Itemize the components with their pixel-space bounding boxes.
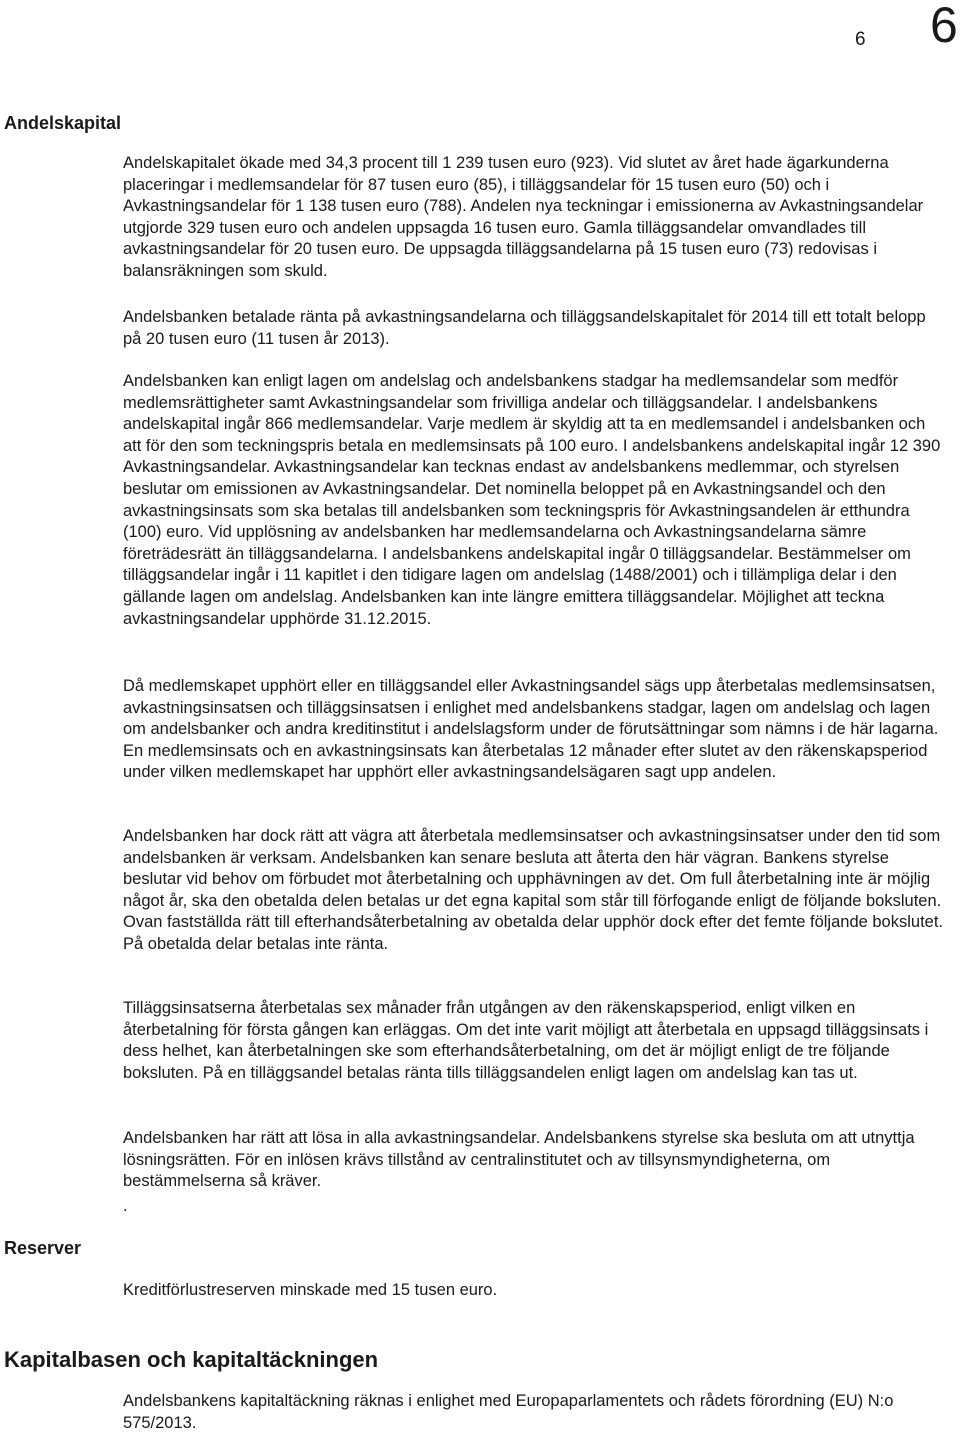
paragraph-credit-loss-reserve: Kreditförlustreserven minskade med 15 tusen euro. xyxy=(123,1281,498,1299)
paragraph-interest-paid: Andelsbanken betalade ränta på avkastningsandelarna och tilläggsandelskapitalet för 2014 till ett totalt belopp på 20 tusen euro (11 tusen år 2013). xyxy=(123,308,926,348)
heading-reserver: Reserver xyxy=(4,1238,82,1258)
page-number-large: 6 xyxy=(930,0,958,53)
paragraph-andelskapital-increase: Andelskapitalet ökade med 34,3 procent till 1 239 tusen euro (923). Vid slutet av året hade ägarkunderna placeringar i medlemsandelar för 87 tusen euro (85), i tilläggsandelar för 15 tusen euro (50) och i Avkastningsandelar för 1 138 tusen euro (788). Andelen nya teckningar i emissionerna av Avkastningsandelar utgjorde 329 tusen euro och andelen uppsagda 16 tusen euro. Gamla tilläggsandelar omvandlades till avkastningsandelar för 20 tusen euro. De uppsagda tilläggsandelarna på 15 tusen euro (73) redovisas i balansräkningen som skuld. xyxy=(123,154,924,280)
paragraph-share-types: Andelsbanken kan enligt lagen om andelslag och andelsbankens stadgar ha medlemsandelar som medför medlemsrättigheter samt Avkastningsandelar som frivilliga andelar och tilläggsandelar. I andelsbankens andelskapital ingår 866 medlemsandelar. Varje medlem är skyldig att ta en medlemsandel i andelsbanken och att för den som teckningspris betala en medlemsinsats på 100 euro. I andelsbankens andelskapital ingår 12 390 Avkastningsandelar. Avkastningsandelar kan tecknas endast av andelsbankens medlemmar, och styrelsen beslutar om emissionen av Avkastningsandelar. Det nominella beloppet på en Avkastningsandel och den avkastningsinsats som ska betalas till andelsbanken som teckningspris för Avkastningsandelen är etthundra (100) euro. Vid upplösning av andelsbanken har medlemsandelarna och Avkastningsandelarna sämre företrädesrätt än tilläggsandelarna. I andelsbankens andelskapital ingår 0 tilläggsandelar. Bestämmelser om tilläggsandelar ingår i 11 kapitlet i den tidigare lagen om andelslag (1488/2001) och i tillämpliga delar i den gällande lagen om andelslag. Andelsbanken kan inte längre emittera tilläggsandelar. Möjlighet att teckna avkastningsandelar upphörde 31.12.2015. xyxy=(123,372,941,628)
page-number-small: 6 xyxy=(855,29,866,50)
heading-kapitalbasen: Kapitalbasen och kapitaltäckningen xyxy=(4,1347,379,1372)
paragraph-dot: . xyxy=(123,1197,128,1215)
heading-andelskapital: Andelskapital xyxy=(4,113,122,133)
paragraph-repayment: Då medlemskapet upphört eller en tilläggsandel eller Avkastningsandel sägs upp återbetalas medlemsinsatsen, avkastningsinsatsen och tilläggsinsatsen i enlighet med andelsbankens stadgar, lagen om andelslag och lagen om andelsbanker och andra kreditinstitut i andelslagsform under de förutsättningar som nämns i de här lagarna. En medlemsinsats och en avkastningsinsats kan återbetalas 12 månader efter slutet av den räkenskapsperiod under vilken medlemskapet har upphört eller avkastningsandelsägaren sagt upp andelen. xyxy=(123,677,939,782)
paragraph-refusal-right: Andelsbanken har dock rätt att vägra att återbetala medlemsinsatser och avkastningsinsatser under den tid som andelsbanken är verksam. Andelsbanken kan senare besluta att återta den här vägran. Bankens styrelse beslutar vid behov om förbudet mot återbetalning och upphävningen av det. Om full återbetalning inte är möjlig något år, ska den obetalda delen betalas ur det egna kapital som står till förfogande enligt de följande boksluten. Ovan fastställda rätt till efterhandsåterbetalning av obetalda delar upphör dock efter det femte följande bokslutet. På obetalda delar betalas inte ränta. xyxy=(123,827,944,953)
paragraph-redemption-right: Andelsbanken har rätt att lösa in alla avkastningsandelar. Andelsbankens styrelse ska besluta om att utnyttja lösningsrätten. För en inlösen krävs tillstånd av centralinstitutet och av tillsynsmyndigheterna, om bestämmelserna så kräver. xyxy=(123,1129,915,1191)
paragraph-capital-adequacy: Andelsbankens kapitaltäckning räknas i enlighet med Europaparlamentets och rådets förordning (EU) N:o 575/2013. xyxy=(123,1392,894,1432)
paragraph-supplementary-repayment: Tilläggsinsatserna återbetalas sex månader från utgången av den räkenskapsperiod, enligt vilken en återbetalning för första gången kan erläggas. Om det inte varit möjligt att återbetala en uppsagd tilläggsinsats i dess helhet, kan återbetalningen ske som efterhandsåterbetalning, om det är möjligt enligt de tre följande boksluten. På en tilläggsandel betalas ränta tills tilläggsandelen enligt lagen om andelslag kan tas ut. xyxy=(123,999,929,1082)
